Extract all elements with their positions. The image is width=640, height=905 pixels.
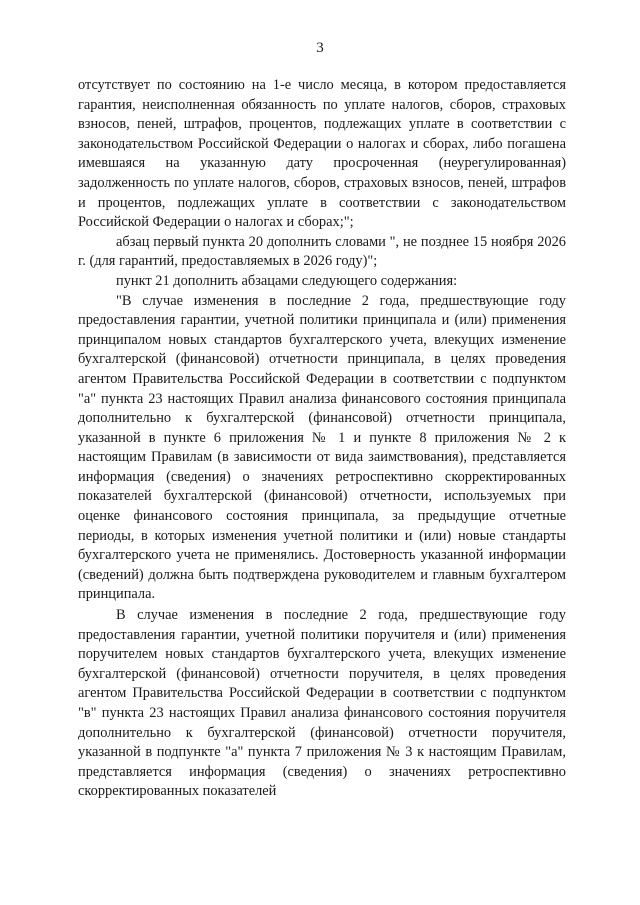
page-number: 3	[316, 40, 324, 56]
paragraph-guarantor-accounting-change: В случае изменения в последние 2 года, предшествующие году предоставления гарантии, учетной политики поручителя и (или) применения поручителем новых стандартов бухгалтерского учета, влекущих изменение бухгалтерской (финансовой) отчетности поручителя, в целях проведения агентом Правительства Российской Федерации в соответствии с подпунктом "в" пункта 23 настоящих Правил анализа финансового состояния поручителя дополнительно к бухгалтерской (финансовой) отчетности поручителя, указанной в подпункте "а" пункта 7 приложения № 3 к настоящим Правилам, представляется информация (сведения) о значениях ретроспективно скорректированных показателей	[78, 607, 566, 800]
paragraph-amendment-point-21: пункт 21 дополнить абзацами следующего содержания:	[116, 272, 458, 289]
paragraph-continuation: отсутствует по состоянию на 1-е число месяца, в котором предоставляется гарантия, неисполненная обязанность по уплате налогов, сборов, страховых взносов, пеней, штрафов, процентов, подлежащих уплате в соответствии с законодательством Российской Федерации о налогах и сборах, либо погашена имевшаяся на указанную дату просроченная (неурегулированная) задолженность по уплате налогов, сборов, страховых взносов, пеней, штрафов и процентов, подлежащих уплате в соответствии с законодательством Российской Федерации о налогах и сборах;";	[78, 77, 566, 231]
paragraph-principal-accounting-change: "В случае изменения в последние 2 года, предшествующие году предоставления гарантии, учетной политики принципала и (или) применения принципалом новых стандартов бухгалтерского учета, влекущих изменение бухгалтерской (финансовой) отчетности принципала, в целях проведения агентом Правительства Российской Федерации в соответствии с подпунктом "а" пункта 23 настоящих Правил анализа финансового состояния принципала дополнительно к бухгалтерской (финансовой) отчетности принципала, указанной в пункте 6 приложения № 1 и пункте 8 приложения № 2 к настоящим Правилам (в зависимости от вида заимствования), представляется информация (сведения) о значениях ретроспективно скорректированных показателей бухгалтерской (финансовой) отчетности, используемых при оценке финансового состояния принципала, за предыдущие отчетные периоды, в которых изменения учетной политики и (или) новые стандарты бухгалтерского учета не применялись. Достоверность указанной информации (сведений) должна быть подтверждена руководителем и главным бухгалтером принципала.	[78, 292, 566, 603]
document-body	[78, 76, 566, 802]
paragraph-amendment-point-20: абзац первый пункта 20 дополнить словами ", не позднее 15 ноября 2026 г. (для гарантий, предоставляемых в 2026 году)";	[78, 233, 566, 270]
